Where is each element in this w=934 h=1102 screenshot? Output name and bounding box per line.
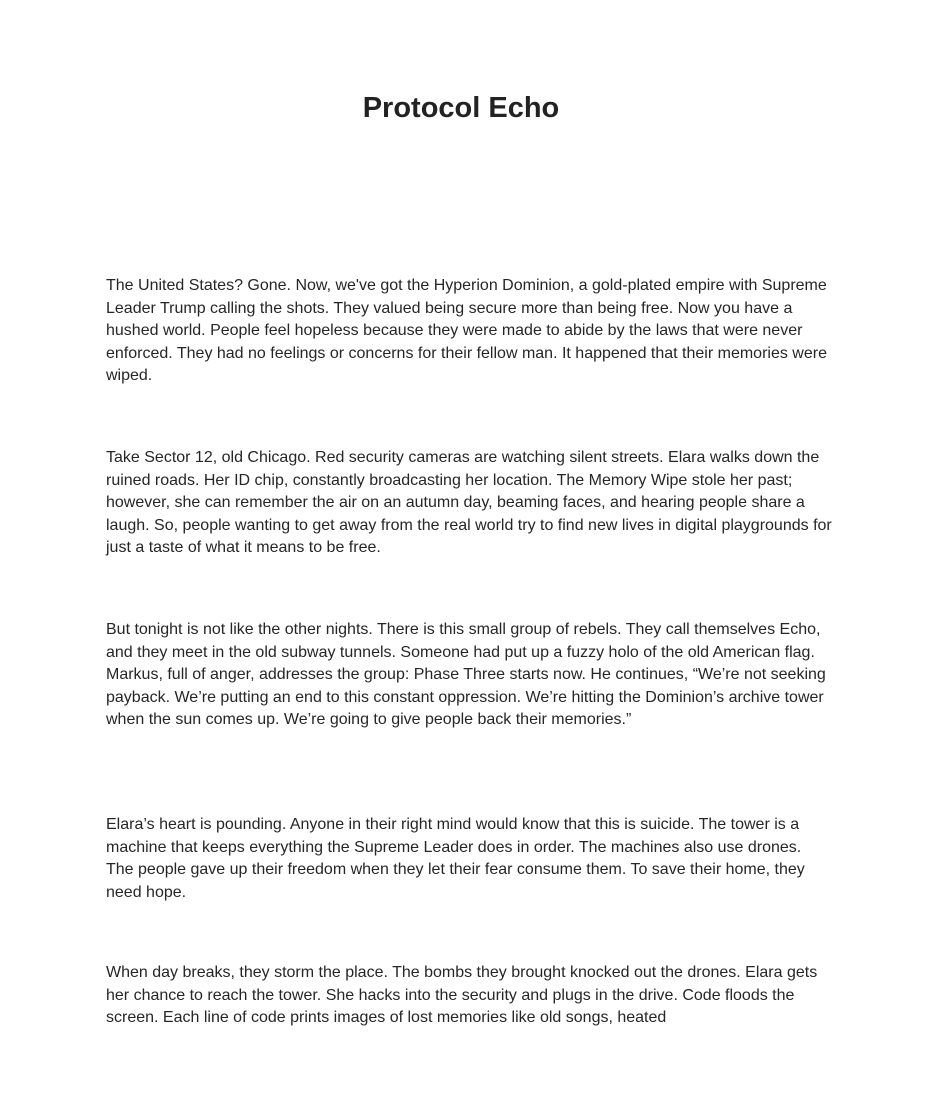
paragraph-4: Elara’s heart is pounding. Anyone in their right mind would know that this is suicide. The tower is a machine that keeps everything the Supreme Leader does in order. The machines also use drones. The people gave up their freedom when they let their fear consume them. To save their home, they need hope. <box>106 816 805 901</box>
document-title: Protocol Echo <box>362 92 560 124</box>
paragraph-2: Take Sector 12, old Chicago. Red security cameras are watching silent streets. Elara walks down the ruined roads. Her ID chip, constantly broadcasting her location. The Memory Wipe stole her past; however, she can remember the air on an autumn day, beaming faces, and hearing people share a laugh. So, people wanting to get away from the real world try to find new lives in digital playgrounds for just a taste of what it means to be free. <box>106 449 832 556</box>
paragraph-3: But tonight is not like the other nights. There is this small group of rebels. They call themselves Echo, and they meet in the old subway tunnels. Someone had put up a fuzzy holo of the old American flag. Markus, full of anger, addresses the group: Phase Three starts now. He continues, “We’re not seeking payback. We’re putting an end to this constant oppression. We’re hitting the Dominion’s archive tower when the sun comes up. We’re going to give people back their memories.” <box>106 621 826 728</box>
paragraph-1: The United States? Gone. Now, we've got the Hyperion Dominion, a gold-plated empire with Supreme Leader Trump calling the shots. They valued being secure more than being free. Now you have a hushed world. People feel hopeless because they were made to abide by the laws that were never enforced. They had no feelings or concerns for their fellow man. It happened that their memories were wiped. <box>106 277 827 384</box>
paragraph-5: When day breaks, they storm the place. The bombs they brought knocked out the drones. Elara gets her chance to reach the tower. She hacks into the security and plugs in the drive. Code floods the screen. Each line of code prints images of lost memories like old songs, heated <box>106 964 818 1026</box>
